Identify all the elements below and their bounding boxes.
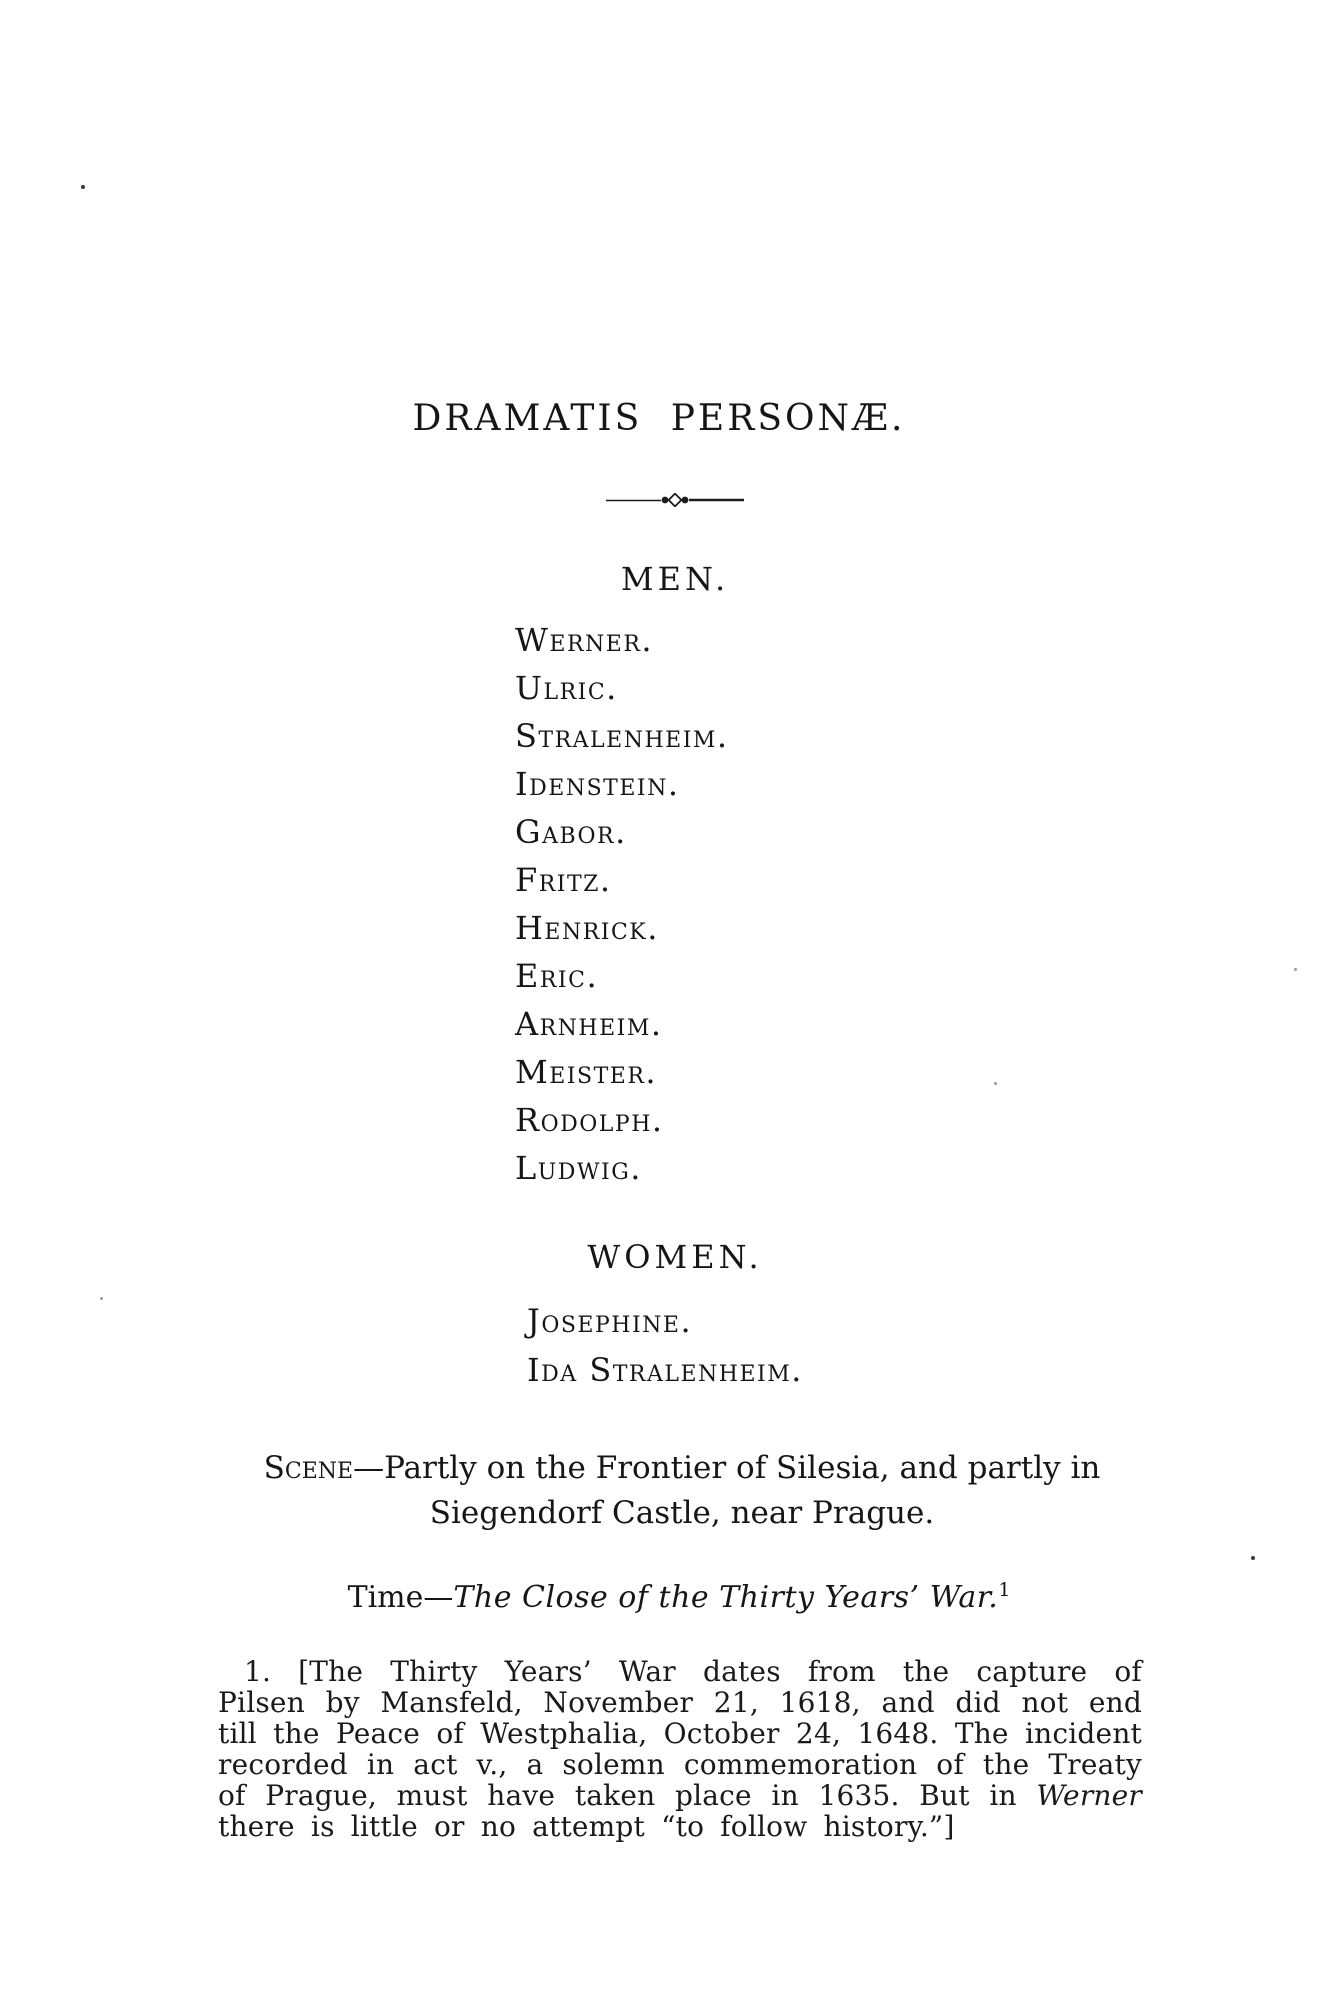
scan-speck xyxy=(1294,968,1297,971)
time-label: Time— xyxy=(347,1580,454,1615)
scan-speck xyxy=(81,185,85,189)
scene-text-line2: Siegendorf Castle, near Prague. xyxy=(429,1495,935,1531)
scene-label: Scene xyxy=(263,1450,354,1486)
cast-member: Fritz. xyxy=(515,861,612,899)
section-divider-ornament xyxy=(605,492,745,511)
time-description xyxy=(0,1580,1318,1615)
footnote-italic-title: Werner xyxy=(1036,1779,1142,1812)
cast-member: Eric. xyxy=(515,957,599,995)
page-title: DRAMATIS PERSONÆ. xyxy=(412,398,906,439)
scan-speck xyxy=(100,1297,103,1300)
scan-speck xyxy=(1251,1556,1255,1560)
footnote-reference: 1 xyxy=(998,1579,1011,1601)
women-cast-list xyxy=(527,1296,803,1394)
footnote-text xyxy=(218,1656,1142,1842)
cast-member: Ulric. xyxy=(515,669,618,707)
cast-member: Meister. xyxy=(515,1053,658,1091)
cast-member: Gabor. xyxy=(515,813,627,851)
men-cast-list xyxy=(515,616,729,1192)
cast-member: Ludwig. xyxy=(515,1149,642,1187)
divider-rule-icon xyxy=(605,493,745,507)
footnote-segment: there is little or no attempt “to follow history.”] xyxy=(218,1810,955,1843)
cast-member: Arnheim. xyxy=(515,1005,663,1043)
cast-member: Idenstein. xyxy=(515,765,680,803)
cast-member: Henrick. xyxy=(515,909,659,947)
cast-member: Werner. xyxy=(515,621,654,659)
scene-description xyxy=(0,1446,1318,1536)
scene-text-line1: —Partly on the Frontier of Silesia, and partly in xyxy=(353,1450,1101,1486)
scan-speck xyxy=(994,1082,997,1085)
cast-member: Stralenheim. xyxy=(515,717,729,755)
cast-member: Josephine. xyxy=(527,1301,693,1340)
time-value: The Close of the Thirty Years’ War. xyxy=(453,1580,999,1615)
men-section-heading: MEN. xyxy=(620,560,730,598)
women-section-heading: WOMEN. xyxy=(587,1238,763,1276)
footnote-segment: 1. [The Thirty Years’ War dates from the capture of Pilsen by Mansfeld, November 21, 1618, and did not end till the Peace of Westphalia, October 24, 1648. The incident recorded in act v., a solemn commemoration of the Treaty of Prague, must have taken place in 1635. But in xyxy=(218,1655,1142,1812)
cast-member: Ida Stralenheim. xyxy=(527,1350,803,1389)
cast-member: Rodolph. xyxy=(515,1101,664,1139)
